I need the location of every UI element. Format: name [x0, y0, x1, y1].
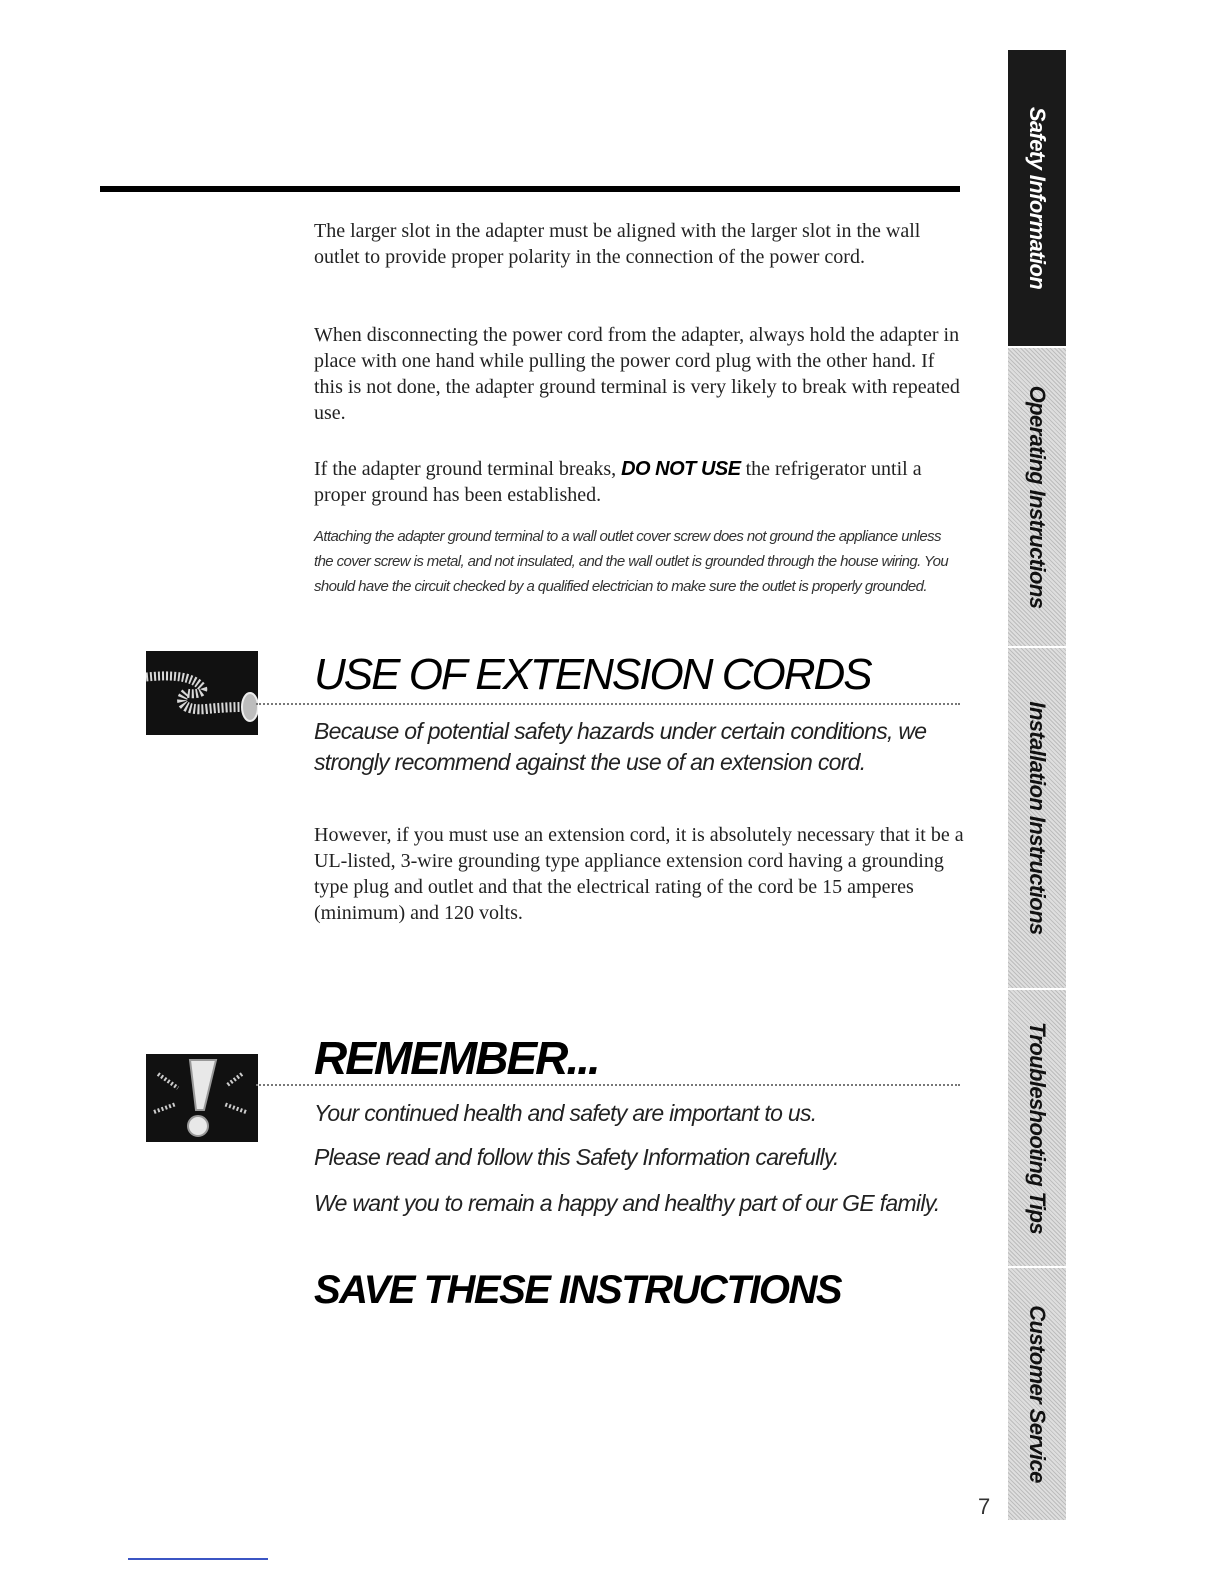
tab-troubleshooting-tips-label: Troubleshooting Tips — [1025, 1021, 1050, 1235]
top-rule — [100, 186, 960, 192]
page-number: 7 — [978, 1494, 991, 1519]
tab-customer-service-label: Customer Service — [1025, 1305, 1050, 1483]
tab-safety-information-label: Safety Information — [1025, 106, 1050, 290]
extension-lead: Because of potential safety hazards under certain conditions, we strongly recommend against the use of an extension cord. — [314, 718, 927, 775]
tab-operating-instructions[interactable] — [1008, 348, 1066, 648]
extension-cords-heading: USE OF EXTENSION CORDS — [314, 650, 871, 699]
extension-heading-rule — [256, 703, 960, 705]
tab-customer-service[interactable] — [1008, 1268, 1066, 1522]
remember-line-health: Your continued health and safety are important to us. — [314, 1100, 817, 1126]
tab-installation-instructions-label: Installation Instructions — [1025, 701, 1050, 935]
disconnect-paragraph: When disconnecting the power cord from the adapter, always hold the adapter in place with one hand while pulling the power cord plug with the other hand. If this is not done, the adapter ground terminal is very likely to break with repeated use. — [314, 324, 960, 424]
save-instructions-heading: SAVE THESE INSTRUCTIONS — [314, 1268, 842, 1312]
ground-break-text-end: the refrigerator until a proper ground has been established. — [314, 458, 922, 506]
extension-paragraph: However, if you must use an extension cord, it is absolutely necessary that it be a UL-listed, 3-wire grounding type appliance extension cord having a grounding type plug and outlet and that the electrical rating of the cord be 15 amperes (minimum) and 120 volts. — [314, 824, 964, 924]
tab-installation-instructions[interactable] — [1008, 648, 1066, 990]
remember-heading: REMEMBER... — [314, 1032, 599, 1084]
side-tabs — [1008, 50, 1066, 1522]
remember-line-read: Please read and follow this Safety Information carefully. — [314, 1144, 839, 1170]
grounding-note: Attaching the adapter ground terminal to a wall outlet cover screw does not ground the appliance unless the cover screw is metal, and not insulated, and the wall outlet is grounded through the house wiring. You should have the circuit checked by a qualified electrician to make sure the outlet is properly grounded. — [314, 528, 949, 595]
remember-heading-rule — [256, 1084, 960, 1086]
adapter-polarity-paragraph: The larger slot in the adapter must be aligned with the larger slot in the wall outlet to provide proper polarity in the connection of the power cord. — [314, 220, 921, 268]
do-not-use-emphasis: DO NOT USE — [621, 458, 741, 480]
tab-operating-instructions-label: Operating Instructions — [1025, 385, 1050, 609]
footer-line — [128, 1558, 268, 1560]
exclamation-icon — [146, 1054, 258, 1142]
plug-icon — [146, 651, 258, 735]
tab-troubleshooting-tips[interactable] — [1008, 990, 1066, 1268]
tab-safety-information[interactable] — [1008, 50, 1066, 348]
ground-break-paragraph — [314, 456, 964, 508]
ground-break-text-start: If the adapter ground terminal breaks, — [314, 458, 622, 480]
remember-line-family: We want you to remain a happy and healthy part of our GE family. — [314, 1190, 940, 1216]
